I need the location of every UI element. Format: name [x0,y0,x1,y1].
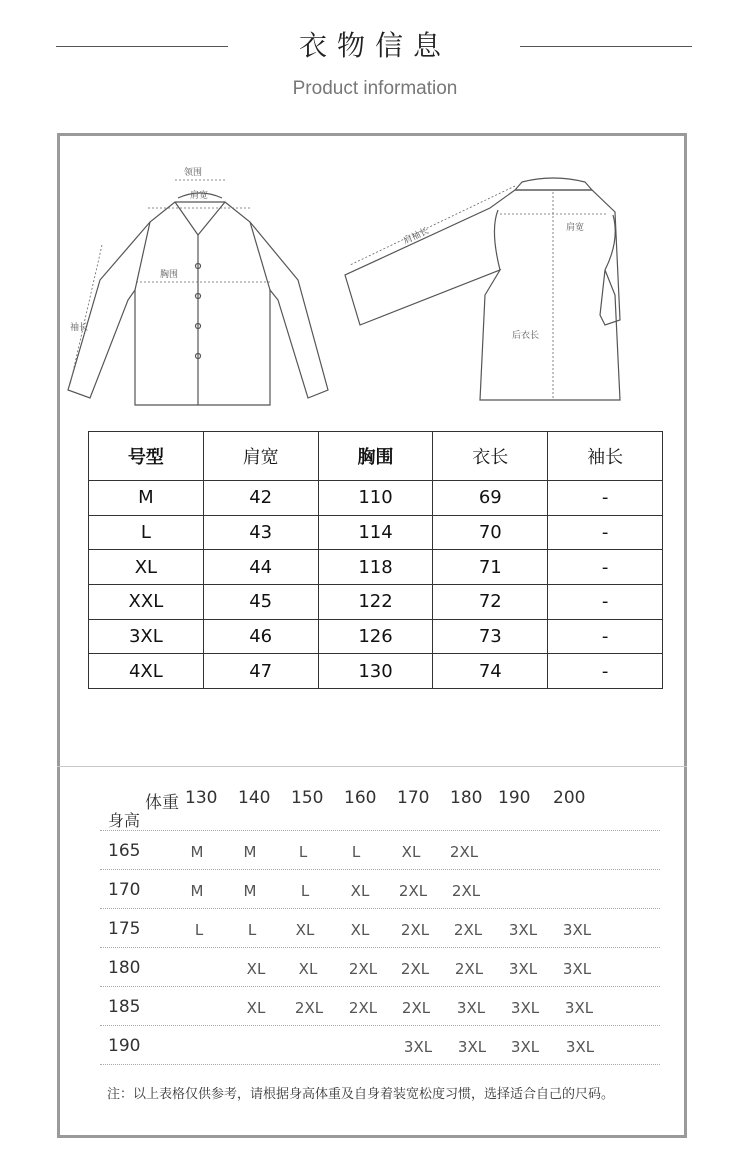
weight-value: 140 [238,788,271,808]
height-weight-fit-chart [100,780,660,1065]
fit-cell: L [298,843,308,861]
fit-cell: 2XL [400,921,430,939]
cell-size: 4XL [89,654,204,689]
label-back-length: 后衣长 [512,331,540,341]
fit-cell: 3XL [510,999,540,1017]
fit-cell: L [300,882,310,900]
section-header [0,24,750,64]
fit-cell: L [247,921,257,939]
header-length: 衣长 [433,432,548,481]
garment-measurement-diagram [60,140,690,420]
front-shirt-illustration [68,193,328,405]
table-row [89,515,663,550]
weight-value: 190 [498,788,531,808]
fit-cell: XL [298,960,318,978]
fit-cell: XL [246,999,266,1017]
fit-cell: 3XL [562,960,592,978]
fit-cell: 2XL [294,999,324,1017]
fit-cell: 3XL [456,999,486,1017]
weight-value: 160 [344,788,377,808]
fit-cell: 3XL [457,1038,487,1056]
row-height: 190 [108,1036,141,1056]
section-title: 衣物信息 [298,29,451,62]
fit-row [100,947,660,986]
front-measure-lines [70,180,272,385]
cell-chest: 114 [318,515,433,550]
size-table [88,431,663,689]
label-shoulder-sleeve: 肩袖长 [402,226,431,247]
cell-shoulder: 45 [203,584,318,619]
cell-length: 69 [433,481,548,516]
label-collar: 领围 [184,168,203,178]
fit-cell: 3XL [562,921,592,939]
frame-divider [57,766,687,767]
fit-cell: M [243,843,257,861]
cell-size: L [89,515,204,550]
cell-length: 74 [433,654,548,689]
header-chest: 胸围 [318,432,433,481]
cell-chest: 130 [318,654,433,689]
back-measure-lines [350,186,608,398]
fit-row [100,908,660,947]
cell-shoulder: 44 [203,550,318,585]
fit-cell: XL [350,921,370,939]
fit-cell: 2XL [398,882,428,900]
cell-size: XXL [89,584,204,619]
cell-size: M [89,481,204,516]
row-height: 180 [108,958,141,978]
cell-length: 70 [433,515,548,550]
weight-value: 170 [397,788,430,808]
table-row [89,481,663,516]
fit-cell: 3XL [565,1038,595,1056]
cell-sleeve: - [548,550,663,585]
fit-cell: M [190,882,204,900]
size-note: 注：以上表格仅供参考，请根据身高体重及自身着装宽松度习惯，选择适合自己的尺码。 [107,1087,615,1102]
header-size: 号型 [89,432,204,481]
fit-cell: 2XL [454,960,484,978]
title-divider-right [520,46,692,47]
fit-cell: 2XL [401,999,431,1017]
fit-cell: XL [246,960,266,978]
fit-row [100,869,660,908]
cell-length: 73 [433,619,548,654]
fit-cell: M [190,843,204,861]
height-axis-label: 身高 [108,811,141,830]
fit-cell: L [351,843,361,861]
fit-cell: 3XL [508,960,538,978]
weight-value: 200 [553,788,586,808]
fit-row [100,830,660,869]
header-shoulder: 肩宽 [203,432,318,481]
fit-cell: L [194,921,204,939]
cell-length: 71 [433,550,548,585]
fit-chart-header [100,780,660,830]
cell-shoulder: 46 [203,619,318,654]
cell-shoulder: 43 [203,515,318,550]
cell-chest: 118 [318,550,433,585]
weight-axis-label: 体重 [145,793,179,813]
back-shirt-illustration [345,178,620,400]
table-row [89,654,663,689]
table-row [89,550,663,585]
cell-sleeve: - [548,654,663,689]
weight-value: 130 [185,788,218,808]
cell-sleeve: - [548,481,663,516]
cell-sleeve: - [548,515,663,550]
cell-length: 72 [433,584,548,619]
table-row [89,619,663,654]
cell-size: 3XL [89,619,204,654]
fit-cell: 3XL [508,921,538,939]
fit-cell: XL [401,843,421,861]
fit-cell: 3XL [564,999,594,1017]
cell-shoulder: 47 [203,654,318,689]
cell-shoulder: 42 [203,481,318,516]
row-height: 170 [108,880,141,900]
cell-size: XL [89,550,204,585]
section-subtitle: Product information [292,78,458,99]
header-sleeve: 袖长 [548,432,663,481]
label-sleeve: 袖长 [70,323,89,333]
cell-chest: 122 [318,584,433,619]
weight-value: 180 [450,788,483,808]
size-table-header [89,432,663,481]
cell-sleeve: - [548,619,663,654]
fit-cell: 2XL [449,843,479,861]
fit-cell: 2XL [451,882,481,900]
row-height: 175 [108,919,141,939]
cell-chest: 110 [318,481,433,516]
fit-cell: 2XL [453,921,483,939]
table-row [89,584,663,619]
fit-cell: XL [295,921,315,939]
cell-sleeve: - [548,584,663,619]
fit-cell: 3XL [403,1038,433,1056]
fit-row [100,1025,660,1065]
fit-cell: 2XL [400,960,430,978]
label-shoulder-front: 肩宽 [190,191,209,201]
label-chest: 胸围 [160,270,179,280]
fit-cell: 3XL [510,1038,540,1056]
fit-row [100,986,660,1025]
fit-cell: 2XL [348,960,378,978]
cell-chest: 126 [318,619,433,654]
row-height: 185 [108,997,141,1017]
fit-cell: XL [350,882,370,900]
fit-cell: 2XL [348,999,378,1017]
fit-cell: M [243,882,257,900]
label-shoulder-back: 肩宽 [566,223,585,233]
weight-value: 150 [291,788,324,808]
row-height: 165 [108,841,141,861]
